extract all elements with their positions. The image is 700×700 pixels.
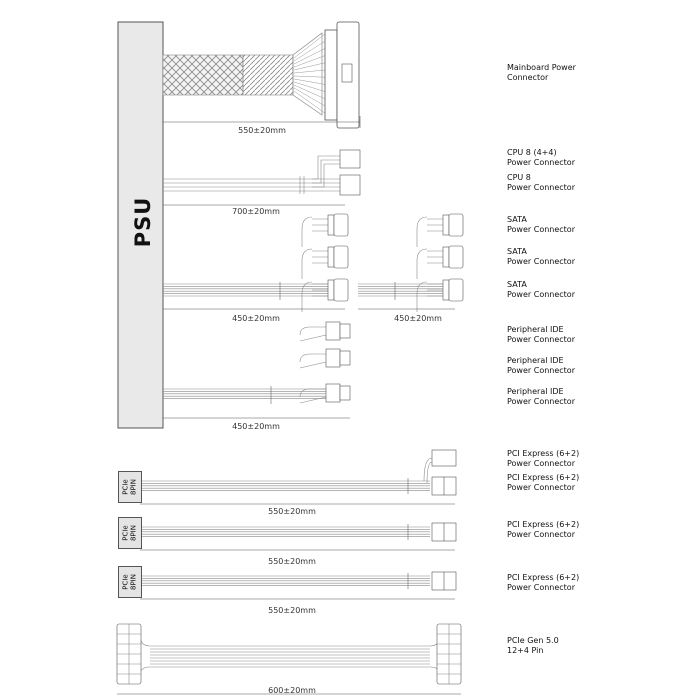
- label-peripheral-3: Peripheral IDE Power Connector: [507, 387, 575, 406]
- peripheral-length: 450±20mm: [232, 422, 280, 431]
- pcie-gen5-cable: [117, 624, 461, 694]
- peripheral-cable: [163, 322, 350, 418]
- label-peripheral-1: Peripheral IDE Power Connector: [507, 325, 575, 344]
- sata-cable-1: [163, 214, 348, 312]
- pcie-8pin-box-1: PCIe 8PIN: [118, 471, 142, 503]
- pcie-8pin-box-3: PCIe 8PIN: [118, 566, 142, 598]
- mainboard-cable: [163, 22, 360, 128]
- label-sata-3: SATA Power Connector: [507, 280, 575, 299]
- cpu-cable: [163, 150, 360, 205]
- label-cpu-8: CPU 8 Power Connector: [507, 173, 575, 192]
- pcie-cable-2: [140, 523, 456, 550]
- mainboard-length: 550±20mm: [238, 126, 286, 135]
- cpu-length: 700±20mm: [232, 207, 280, 216]
- label-pcie-2: PCI Express (6+2) Power Connector: [507, 520, 580, 539]
- pcie-3-length: 550±20mm: [268, 606, 316, 615]
- sata-1-length: 450±20mm: [232, 314, 280, 323]
- pcie-gen5-length: 600±20mm: [268, 686, 316, 695]
- pcie-2-length: 550±20mm: [268, 557, 316, 566]
- sata-cable-2: [358, 214, 463, 312]
- label-mainboard: Mainboard Power Connector: [507, 63, 576, 82]
- label-sata-1: SATA Power Connector: [507, 215, 575, 234]
- pcie-1-length: 550±20mm: [268, 507, 316, 516]
- label-pcie-gen5: PCIe Gen 5.0 12+4 Pin: [507, 636, 559, 655]
- label-pcie-3: PCI Express (6+2) Power Connector: [507, 573, 580, 592]
- pcie-cable-1: [140, 450, 456, 504]
- sata-2-length: 450±20mm: [394, 314, 442, 323]
- pcie-cable-3: [140, 572, 456, 599]
- psu-label: PSU: [131, 196, 155, 248]
- label-cpu-4plus4: CPU 8 (4+4) Power Connector: [507, 148, 575, 167]
- label-pcie-1a: PCI Express (6+2) Power Connector: [507, 449, 580, 468]
- label-peripheral-2: Peripheral IDE Power Connector: [507, 356, 575, 375]
- label-pcie-1b: PCI Express (6+2) Power Connector: [507, 473, 580, 492]
- pcie-8pin-box-2: PCIe 8PIN: [118, 517, 142, 549]
- label-sata-2: SATA Power Connector: [507, 247, 575, 266]
